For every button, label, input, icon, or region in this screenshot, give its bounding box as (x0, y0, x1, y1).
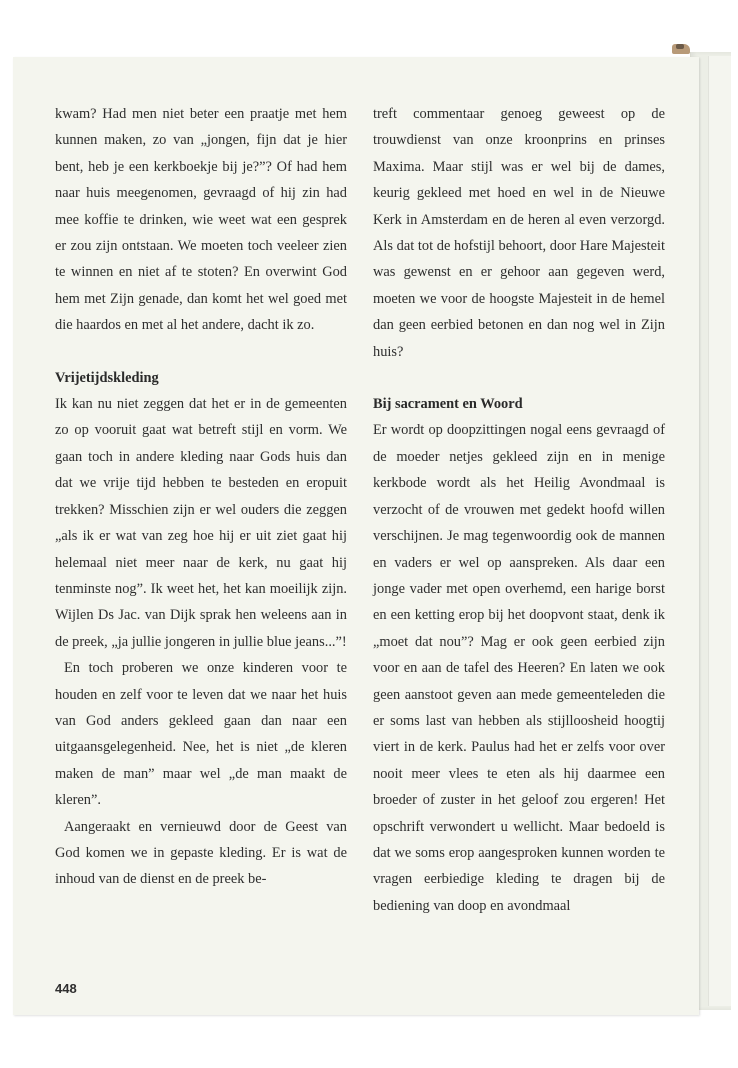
back-page-edge-inner (708, 56, 731, 1006)
left-paragraph-4: Aangeraakt en vernieuwd door de Geest van God komen we in gepaste kleding. Er is wat de inhoud van de dienst en de preek be- (55, 818, 347, 888)
right-paragraph-2: Er wordt op doopzittingen nogal eens gevraagd of de moeder netjes gekleed zijn en in menige kerkbode wordt als het Heilig Avondmaal is verzocht of de vrouwen met gedekt hoofd willen verschijnen. Je mag tegenwoordig ook de mannen en vaders er wel op aanspreken. Als daar een jonge vader met open overhemd, een harige borst en een ketting erop bij het doopvont staat, denk ik „moet dat nou”? Mag er ook geen eerbied zijn voor en aan de tafel des Heeren? En laten we ook geen aanstoot geven aan mede gemeenteleden die er soms last van hebben als stijlloosheid hoogtij viert in de kerk. Paulus had het er zelfs voor over nooit meer vlees te eten als hij daarmee een broeder of zuster in het geloof zou ergeren! Het opschrift verwondert u wellicht. Maar bedoeld is dat we soms erop aangesproken kunnen worden te vragen eerbiedige kleding te dragen bij de bediening van doop en avondmaal (373, 422, 665, 914)
section-heading-sacrament-en-woord: Bij sacrament en Woord (373, 396, 523, 413)
left-paragraph-1: kwam? Had men niet beter een praatje met hem kunnen maken, zo van „jongen, fijn dat je hier bent, heb je een kerkboekje bij je?”? Of had hem naar huis meegenomen, gevraagd of hij zin had mee koffie te drinken, wie weet wat een gesprek er zou zijn ontstaan. We moeten toch veeleer zien te winnen en niet af te stoten? En overwint God hem met Zijn genade, dan komt het wel goed met die haardos en met al het andere, dacht ik zo. (55, 106, 347, 334)
section-gap (373, 365, 665, 391)
page-number: 448 (55, 981, 77, 996)
left-paragraph-3: En toch proberen we onze kinderen voor te houden en zelf voor te leven dat we naar het huis van God anders gekleed gaan dan naar een uitgaansgelegenheid. Nee, het is niet „de kleren maken de man” maar wel „de man maakt de kleren”. (55, 660, 347, 809)
magazine-page (13, 57, 699, 1015)
left-column (55, 101, 347, 893)
binder-clip-shadow (676, 44, 684, 49)
right-column (373, 101, 665, 919)
section-heading-vrijetijdskleding: Vrijetijdskleding (55, 369, 159, 386)
section-gap (55, 339, 347, 365)
left-paragraph-2: Ik kan nu niet zeggen dat het er in de gemeenten zo op vooruit gaat wat betreft stijl en vorm. We gaan toch in andere kleding naar Gods huis dan dat we vrije tijd hebben te besteden en eropuit trekken? Misschien zijn er wel ouders die zeggen „als ik er wat van zeg hoe hij er uit ziet gaat hij helemaal niet meer naar de kerk, nu gaat hij tenminste nog”. Ik weet het, het kan moeilijk zijn. Wijlen Ds Jac. van Dijk sprak hen weleens aan in de preek, „ja jullie jongeren in jullie blue jeans...”! (55, 396, 347, 650)
right-paragraph-1: treft commentaar genoeg geweest op de trouwdienst van onze kroonprins en prinses Maxima. Maar stijl was er wel bij de dames, keurig gekleed met hoed en wel in de Nieuwe Kerk in Amsterdam en de heren al even verzorgd. Als dat tot de hofstijl behoort, door Hare Majesteit was gewenst en er gehoor aan gegeven werd, moeten we voor de hoogste Majesteit in de hemel dan geen eerbied betonen en dan nog wel in Zijn huis? (373, 106, 665, 360)
